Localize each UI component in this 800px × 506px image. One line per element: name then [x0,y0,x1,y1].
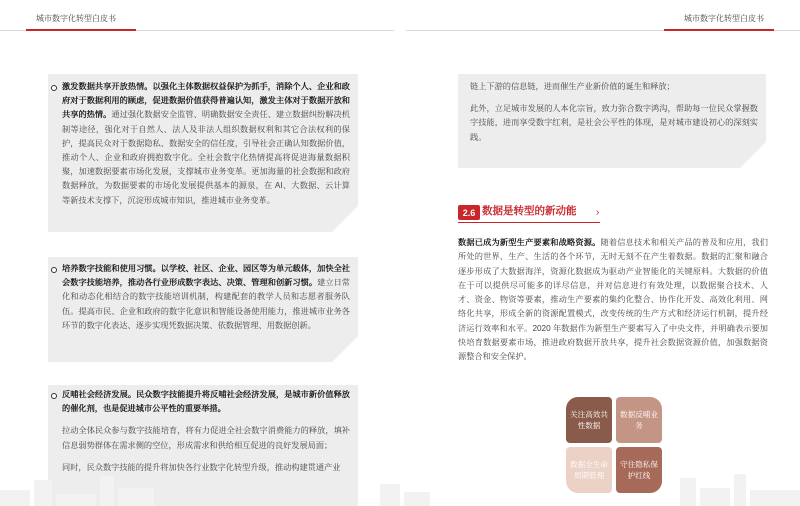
diagram-quadrant-data-feedback: 数据反哺业务 [616,397,662,443]
left-header-accent [26,29,136,31]
diagram-quadrant-privacy: 守住隐私保护红线 [616,447,662,493]
section-body [458,236,768,365]
block-data-sharing [62,80,350,208]
panel-corner-fold [332,336,358,362]
diagram-quadrant-lifecycle: 数据全生命周期管理 [566,447,612,493]
block-economic-feedback-para2: 同时，民众数字技能的提升将加快各行业数字化转型升级，推动构建贯通产业 [62,462,341,472]
section-body-lead: 数据已成为新型生产要素和战略资源。 [458,238,601,247]
block-economic-feedback-heading: 反哺社会经济发展。民众数字技能提升将反哺社会经济发展，是城市新价值释放的催化剂，也是促进城市公平性的重要举措。 [62,390,350,414]
panel-corner-fold [332,206,358,232]
left-header-title: 城市数字化转型白皮书 [36,14,116,23]
diagram-quadrant-common-data: 关注高效共性数据 [566,397,612,443]
section-number-badge: 2.6 [458,205,480,220]
block-continued [470,80,758,153]
block-digital-skills-body: 建立日常化和动态化相结合的数字技能培训机制，构建配套的教学人员和志愿者服务队伍。提高市民、企业和政府的数字化意识和智能设备使用能力，推进城市业务各环节的数字化表达、逐步实现凭数据决策、依数据管理、用数据创新。 [62,278,350,330]
bullet-icon [51,393,57,399]
bullet-icon [51,85,57,91]
right-header-accent [664,29,774,31]
right-header-title: 城市数字化转型白皮书 [684,14,764,23]
chevron-right-icon: › [596,207,600,218]
block-continued-para1: 链上下游的信息链，进而催生产业新价值的诞生和释放； [470,82,675,91]
block-economic-feedback-para1: 拉动全体民众参与数字技能培育，将有力促进全社会数字消费能力的释放，填补信息弱势群体在需求侧的空位，形成需求和供给相互促进的良好发展局面； [62,426,350,450]
block-economic-feedback [62,388,350,483]
block-continued-para2: 此外，立足城市发展的人本化宗旨，致力弥合数字鸿沟，帮助每一位民众掌握数字技能，进而享受数字红利，是社会公平性的体现，是对城市建设初心的深刻实践。 [470,104,758,142]
section-body-text: 随着信息技术和相关产品的普及和应用，我们所处的世界、生产、生活的各个环节，无时无刻不在产生着数据。数据的汇聚和融合逐步形成了大数据海洋，资源化数据成为驱动产业智能化的关键原料。大数据的价值在于可以提供尽可能多的详尽信息，并对信息进行有效处理，以数据聚合技术、人才、资金、物资等要素，推动生产要素的集约化整合、协作化开发、高效化利用、网络化共享，形成全新的资源配置模式，改变传统的生产方式和经济运行机制，提升经济运行效率和水平。2020 年数据作为新型生产要素写入了中央文件，并明确表示要加快培育数据要素市场，推进政府数据开放共享，提升社会数据资源价值，加强数据资源整合和安全保护。 [458,238,768,362]
section-underline [458,222,600,223]
skyline-decoration [0,470,800,506]
block-digital-skills [62,262,350,333]
block-data-sharing-heading: 激发数据共享开放热情。以强化主体数据权益保护为抓手，消除个人、企业和政府对于数据利用的顾虑，促进数据价值获得普遍认知，激发主体对于数据开放和共享的热情。 [62,82,350,120]
bullet-icon [51,267,57,273]
section-title: 数据是转型的新动能 [482,205,577,217]
block-data-sharing-body: 通过强化数据安全监管、明确数据安全责任、建立数据纠纷解决机制等途径，强化对于自然人、法人及非法人组织数据权利和其它合法权利的保护，提高民众对于数据隐私、数据安全的信任度，引导社会正确认知数据价值，推动个人、企业和政府拥抱数字化。全社会数字化热情提高将促进海量数据积聚，加速数据要素市场化发展，支撑城市业务变革。更加海量的社会数据和政府数据释放，为数据要素的市场化发展提供基本的源泉，在 AI、大数据、云计算等新技术支撑下，沉淀形成城市知识，推进城市业务变革。 [62,110,350,205]
block-digital-skills-heading: 培养数字技能和使用习惯。以学校、社区、企业、园区等为单元载体，加快全社会数字技能培养，推动各行业形成数字表达、决策、管理和创新习惯。 [62,264,350,288]
